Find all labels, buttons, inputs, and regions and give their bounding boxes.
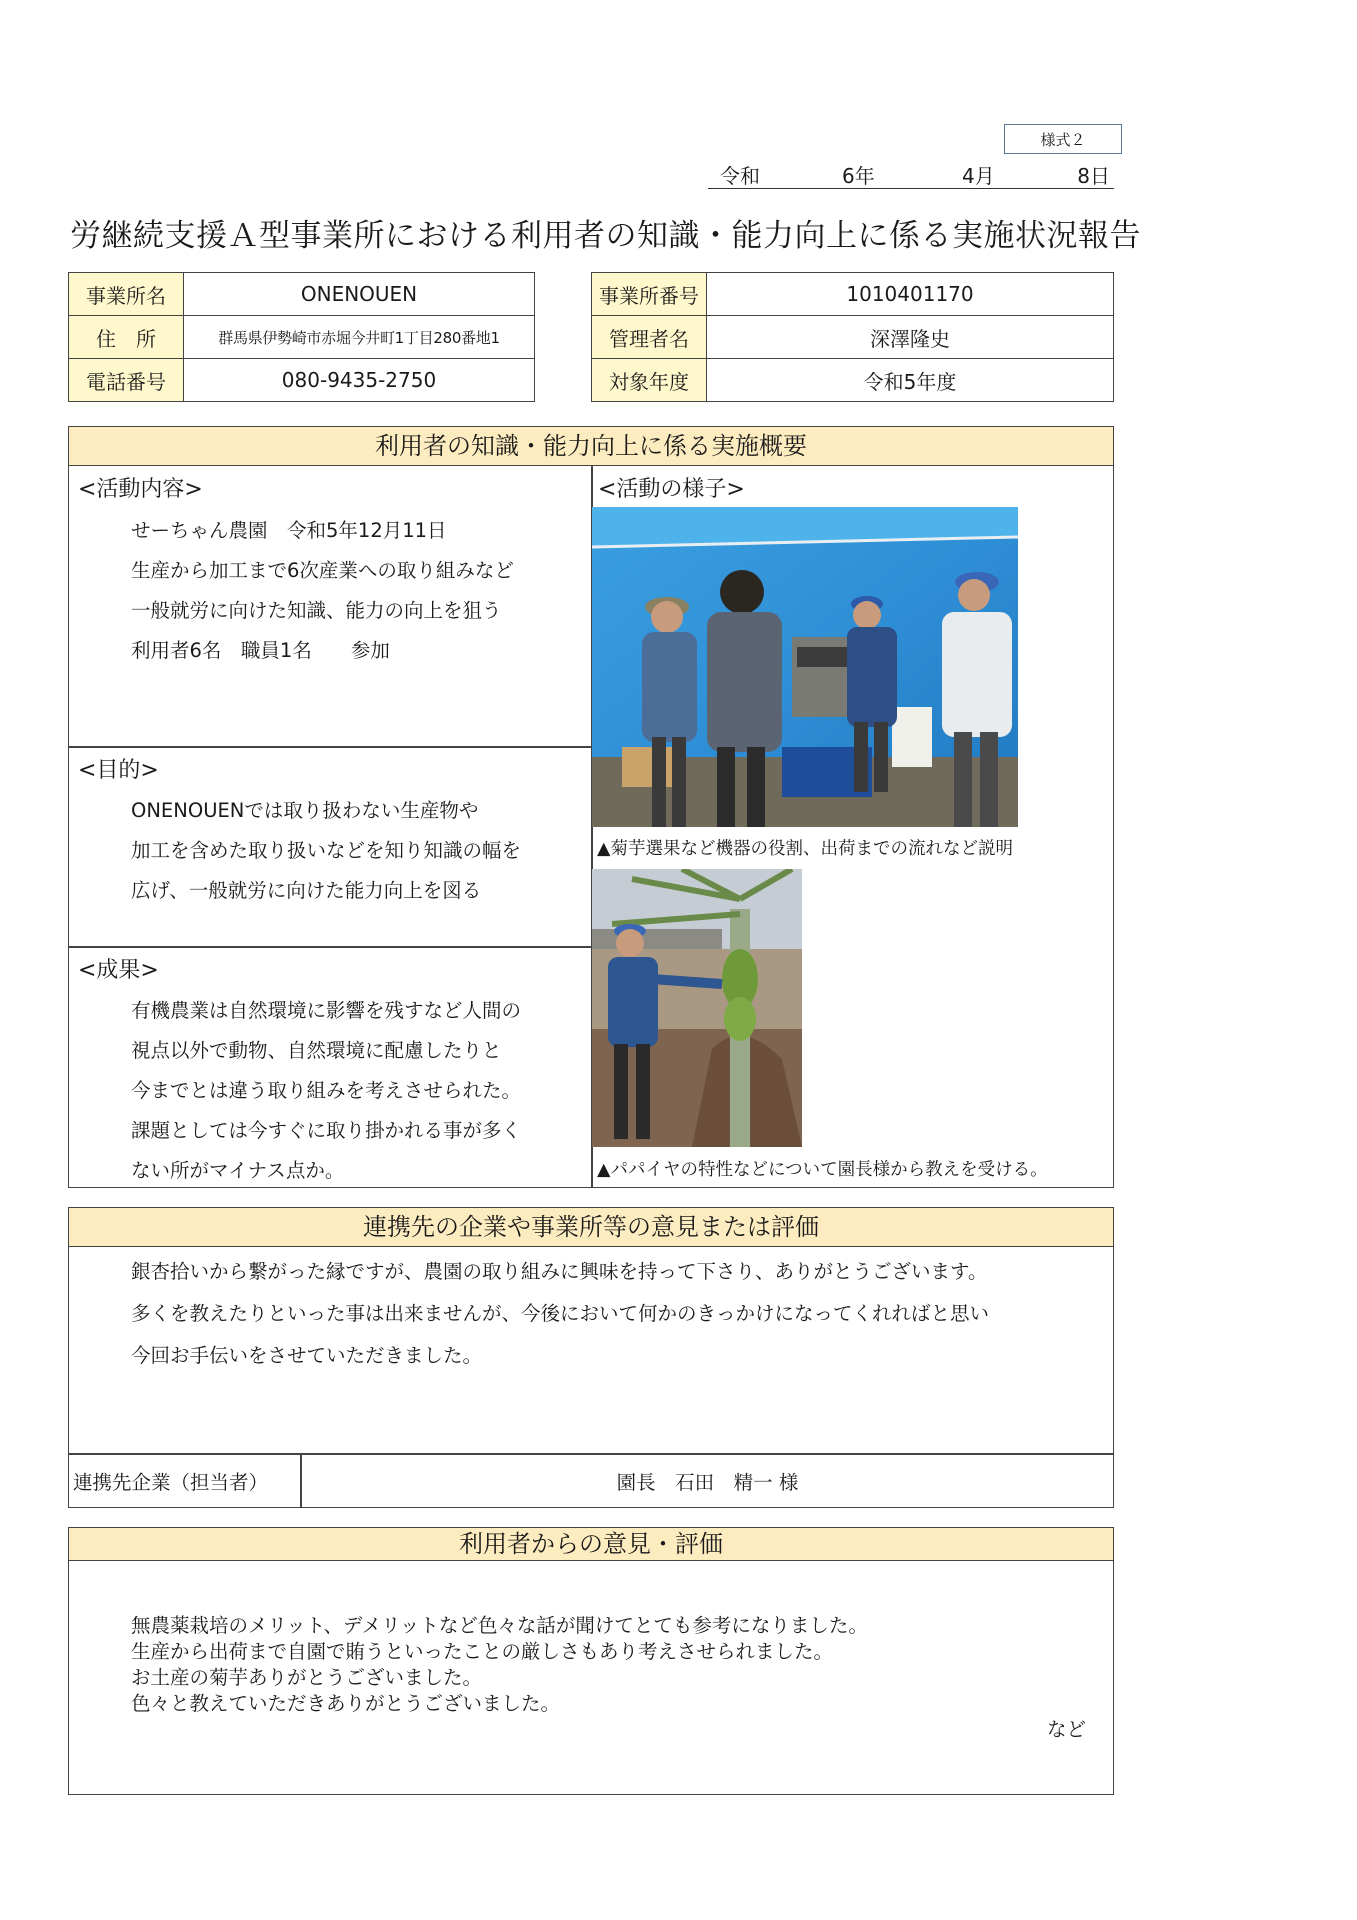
- activity-photo-papaya: [592, 869, 802, 1147]
- manager-label: 管理者名: [592, 316, 707, 359]
- office-info-table-left: [68, 272, 535, 402]
- activity-line: 利用者6名 職員1名 参加: [131, 639, 390, 662]
- activity-line: せーちゃん農園 令和5年12月11日: [131, 519, 447, 542]
- address-label: 住 所: [69, 316, 184, 359]
- feedback-line: 色々と教えていただきありがとうございました。: [131, 1692, 561, 1715]
- photo-caption-1: ▲菊芋選果など機器の役割、出荷までの流れなど説明: [597, 839, 1013, 859]
- activity-photo-tent: [592, 507, 1018, 827]
- office-info-table-right: [591, 272, 1114, 402]
- office-number-value: 1010401170: [707, 273, 1114, 316]
- date-month: 4月: [962, 164, 995, 188]
- date-year: 6年: [842, 164, 875, 188]
- office-number-label: 事業所番号: [592, 273, 707, 316]
- phone-label: 電話番号: [69, 359, 184, 402]
- fiscal-year-label: 対象年度: [592, 359, 707, 402]
- photo-caption-2: ▲パパイヤの特性などについて園長様から教えを受ける。: [597, 1160, 1048, 1180]
- activity-heading: <活動内容>: [78, 477, 203, 502]
- date-era: 令和: [720, 164, 760, 188]
- form-label: 様式２: [1004, 124, 1122, 154]
- results-line: ない所がマイナス点か。: [131, 1159, 345, 1182]
- office-name-label: 事業所名: [69, 273, 184, 316]
- feedback-line: 生産から出荷まで自園で賄うといったことの厳しさもあり考えさせられました。: [131, 1640, 834, 1663]
- feedback-suffix: など: [1047, 1718, 1087, 1741]
- results-heading: <成果>: [78, 958, 159, 983]
- photos-heading: <活動の様子>: [598, 477, 745, 502]
- manager-value: 深澤隆史: [707, 316, 1114, 359]
- results-line: 今までとは違う取り組みを考えさせられた。: [131, 1079, 522, 1102]
- user-feedback-heading: 利用者からの意見・評価: [69, 1528, 1113, 1561]
- partner-comment-line: 銀杏拾いから繋がった縁ですが、農園の取り組みに興味を持って下さり、ありがとうございます。: [131, 1260, 988, 1283]
- partner-comment-line: 今回お手伝いをさせていただきました。: [131, 1344, 483, 1367]
- fiscal-year-value: 令和5年度: [707, 359, 1114, 402]
- activity-line: 生産から加工まで6次産業への取り組みなど: [131, 559, 514, 582]
- partner-contact-value: 園長 石田 精一 様: [616, 1471, 799, 1494]
- purpose-line: 広げ、一般就労に向けた能力向上を図る: [131, 879, 482, 902]
- results-line: 課題としては今すぐに取り掛かれる事が多く: [131, 1119, 522, 1142]
- results-line: 視点以外で動物、自然環境に配慮したりと: [131, 1039, 502, 1062]
- feedback-line: 無農薬栽培のメリット、デメリットなど色々な話が聞けてとても参考になりました。: [131, 1614, 868, 1637]
- results-line: 有機農業は自然環境に影響を残すなど人間の: [131, 999, 522, 1022]
- partner-heading: 連携先の企業や事業所等の意見または評価: [69, 1208, 1113, 1247]
- report-date: [708, 158, 1114, 189]
- purpose-line: 加工を含めた取り扱いなどを知り知識の幅を: [131, 839, 522, 862]
- feedback-line: お土産の菊芋ありがとうございました。: [131, 1666, 483, 1689]
- overview-heading: 利用者の知識・能力向上に係る実施概要: [69, 427, 1113, 466]
- address-value: 群馬県伊勢崎市赤堀今井町1丁目280番地1: [184, 316, 535, 359]
- date-day: 8日: [1077, 164, 1110, 188]
- office-name-value: ONENOUEN: [184, 273, 535, 316]
- partner-comment-line: 多くを教えたりといった事は出来ませんが、今後において何かのきっかけになってくれればと思い: [131, 1302, 990, 1325]
- activity-line: 一般就労に向けた知識、能力の向上を狙う: [131, 599, 502, 622]
- phone-value: 080-9435-2750: [184, 359, 535, 402]
- document-title: 労継続支援Ａ型事業所における利用者の知識・能力向上に係る実施状況報告: [70, 218, 1141, 254]
- partner-contact-label: 連携先企業（担当者）: [73, 1471, 269, 1494]
- purpose-heading: <目的>: [78, 758, 159, 783]
- purpose-line: ONENOUENでは取り扱わない生産物や: [131, 799, 479, 822]
